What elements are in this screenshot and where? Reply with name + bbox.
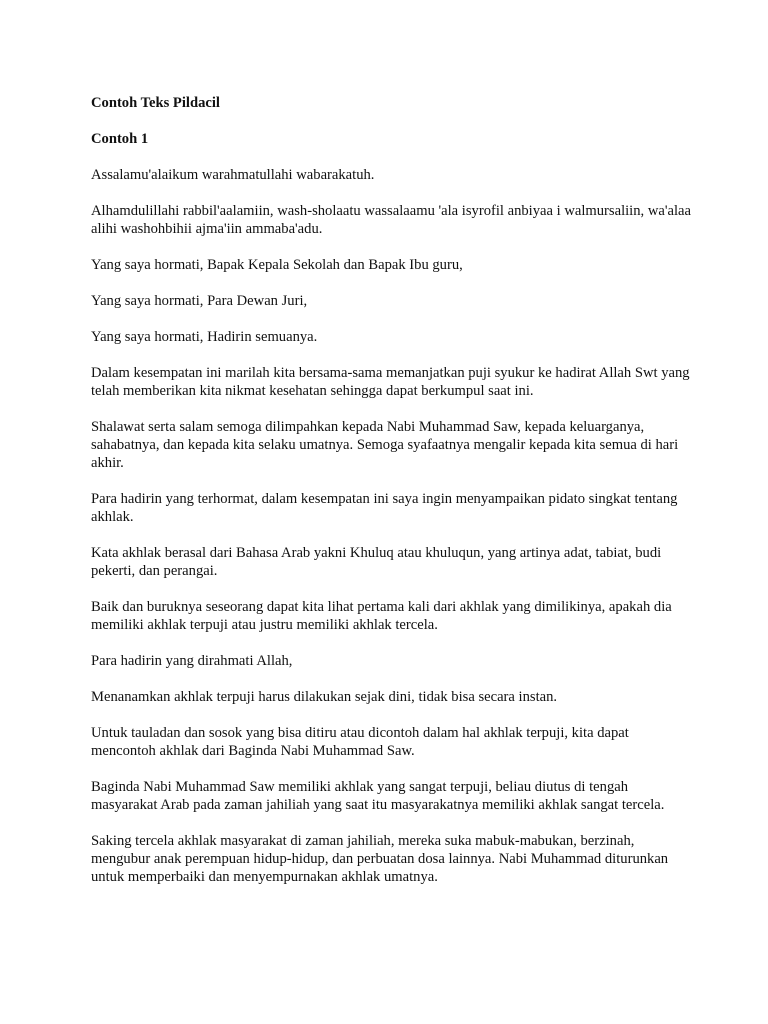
paragraph-salutation-judges: Yang saya hormati, Para Dewan Juri, xyxy=(91,293,308,309)
paragraph-gratitude: Dalam kesempatan ini marilah kita bersama-sama memanjatkan puji syukur ke hadirat Allah Swt yang telah memberikan kita nikmat kesehatan sehingga dapat berkumpul saat ini. xyxy=(91,365,690,399)
paragraph-jahiliah: Saking tercela akhlak masyarakat di zaman jahiliah, mereka suka mabuk-mabukan, berzinah, mengubur anak perempuan hidup-hidup, dan perbuatan dosa lainnya. Nabi Muhammad diturunkan untuk memperbaiki dan menyempurnakan akhlak umatnya. xyxy=(91,833,669,885)
paragraph-definition: Kata akhlak berasal dari Bahasa Arab yakni Khuluq atau khuluqun, yang artinya adat, tabiat, budi pekerti, dan perangai. xyxy=(91,545,662,579)
paragraph-opening-prayer: Alhamdulillahi rabbil'aalamiin, wash-sholaatu wassalaamu 'ala isyrofil anbiyaa i walmursaliin, wa'alaa alihi washohbihii ajma'iin ammaba'adu. xyxy=(91,203,691,237)
paragraph-greeting: Assalamu'alaikum warahmatullahi wabarakatuh. xyxy=(91,167,375,183)
paragraph-address: Para hadirin yang dirahmati Allah, xyxy=(91,653,293,669)
paragraph-good-bad: Baik dan buruknya seseorang dapat kita lihat pertama kali dari akhlak yang dimilikinya, apakah dia memiliki akhlak terpuji atau justru memiliki akhlak tercela. xyxy=(91,599,672,633)
paragraph-shalawat: Shalawat serta salam semoga dilimpahkan kepada Nabi Muhammad Saw, kepada keluarganya, sahabatnya, dan kepada kita selaku umatnya. Semoga syafaatnya mengalir kepada kita semua di hari akhir. xyxy=(91,419,679,471)
paragraph-early-age: Menanamkan akhlak terpuji harus dilakukan sejak dini, tidak bisa secara instan. xyxy=(91,689,558,705)
document-title: Contoh Teks Pildacil xyxy=(91,95,220,111)
paragraph-salutation-audience: Yang saya hormati, Hadirin semuanya. xyxy=(91,329,318,345)
paragraph-salutation-teachers: Yang saya hormati, Bapak Kepala Sekolah dan Bapak Ibu guru, xyxy=(91,257,463,273)
paragraph-role-model: Untuk tauladan dan sosok yang bisa ditiru atau dicontoh dalam hal akhlak terpuji, kita dapat mencontoh akhlak dari Baginda Nabi Muhammad Saw. xyxy=(91,725,629,759)
document-page xyxy=(91,94,691,904)
paragraph-topic-intro: Para hadirin yang terhormat, dalam kesempatan ini saya ingin menyampaikan pidato singkat tentang akhlak. xyxy=(91,491,678,525)
paragraph-prophet-character: Baginda Nabi Muhammad Saw memiliki akhlak yang sangat terpuji, beliau diutus di tengah masyarakat Arab pada zaman jahiliah yang saat itu masyarakatnya memiliki akhlak sangat tercela. xyxy=(91,779,665,813)
document-subtitle: Contoh 1 xyxy=(91,131,149,147)
